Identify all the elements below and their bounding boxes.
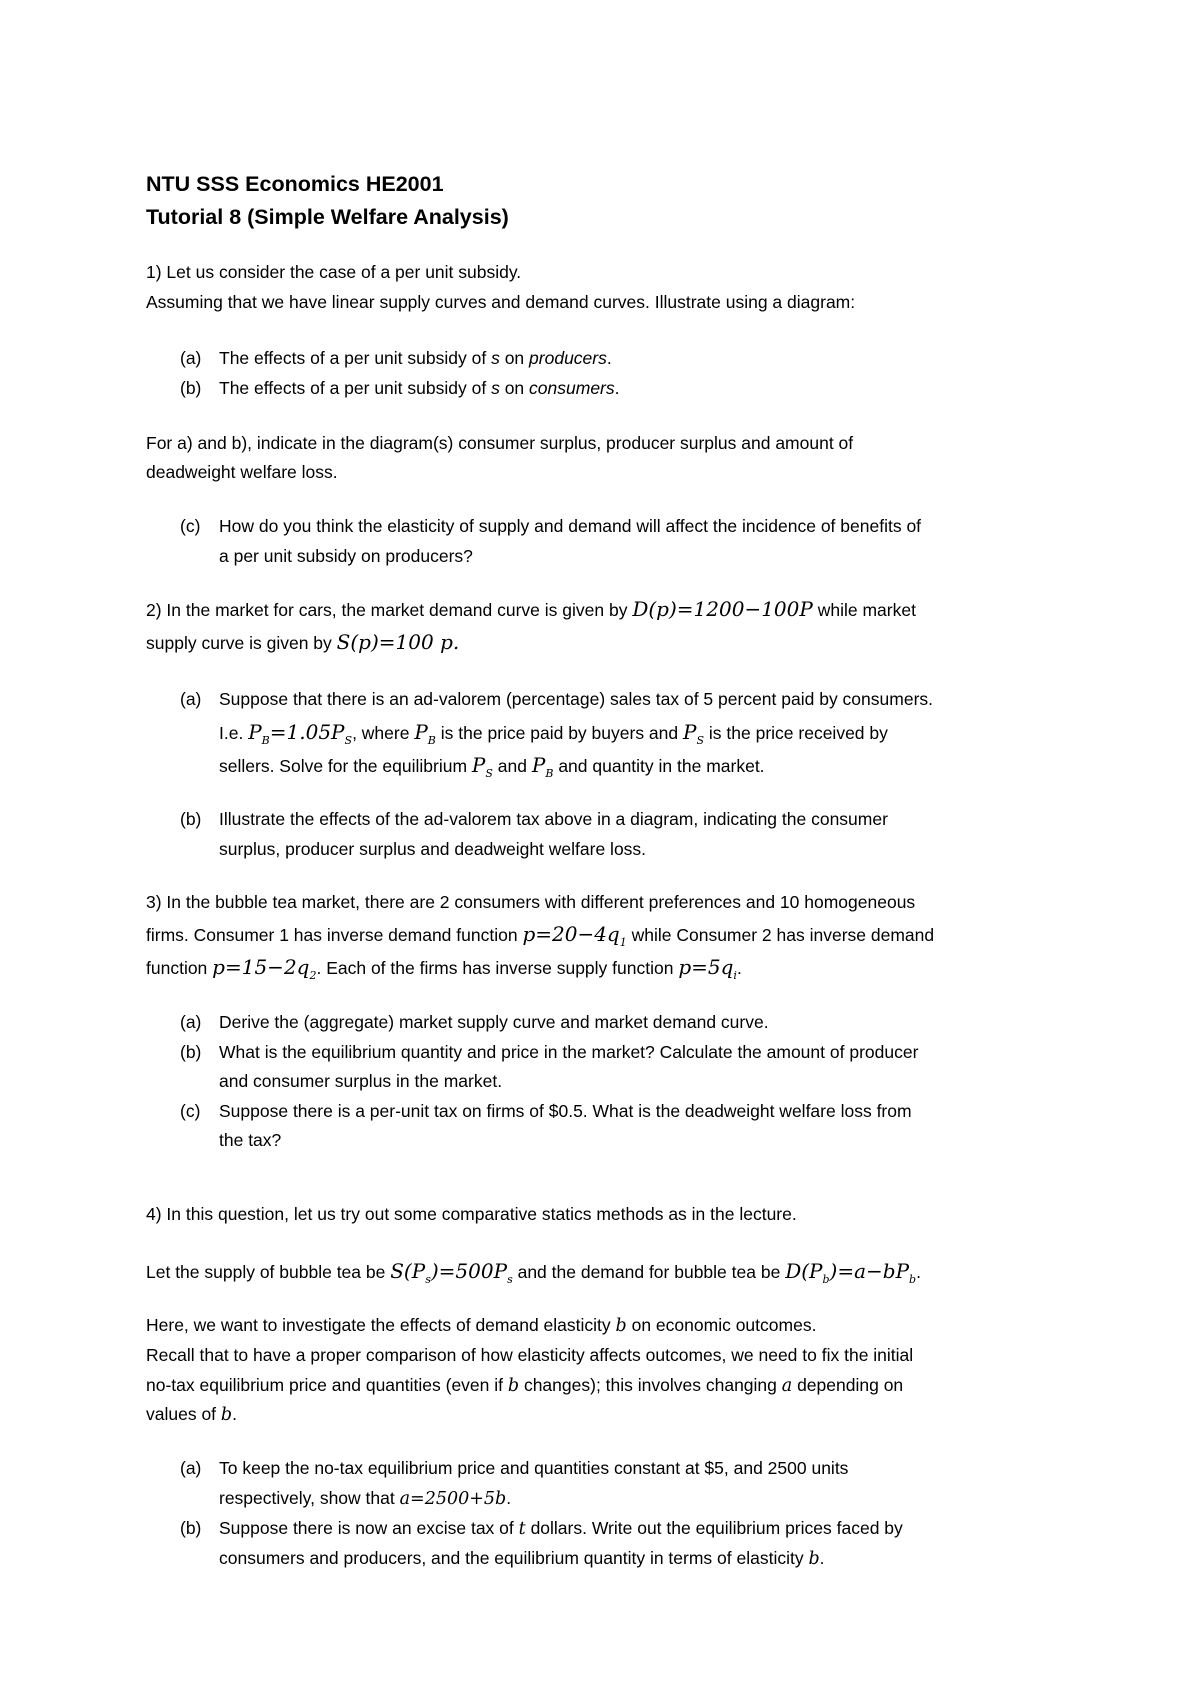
- q2a-line3: sellers. Solve for the equilibrium $P_S$ and $P_B$ and quantity in the market.: [219, 753, 765, 780]
- document-subtitle: Tutorial 8 (Simple Welfare Analysis): [146, 205, 509, 229]
- q3c-label: (c): [180, 1101, 201, 1121]
- q4b-line1: Suppose there is now an excise tax of t dollars. Write out the equilibrium prices faced by: [219, 1518, 903, 1539]
- q4a-line1: To keep the no-tax equilibrium price and quantities constant at $5, and 2500 units: [219, 1458, 849, 1478]
- q4-line1: 4) In this question, let us try out some comparative statics methods as in the lecture.: [146, 1204, 797, 1224]
- q3-line1: 3) In the bubble tea market, there are 2 consumers with different preferences and 10 homogeneous: [146, 892, 916, 912]
- q1c-label: (c): [180, 516, 201, 536]
- q2-line2: supply curve is given by S(p)=100 p.: [146, 630, 460, 654]
- q4a-label: (a): [180, 1458, 202, 1478]
- q3c-line1: Suppose there is a per-unit tax on firms of $0.5. What is the deadweight welfare loss from: [219, 1101, 912, 1121]
- q3b-line1: What is the equilibrium quantity and price in the market? Calculate the amount of producer: [219, 1042, 919, 1062]
- q1c-line1: How do you think the elasticity of supply and demand will affect the incidence of benefits of: [219, 516, 922, 536]
- document-title: NTU SSS Economics HE2001: [146, 172, 444, 196]
- q1b-label: (b): [180, 378, 202, 398]
- q2b-line1: Illustrate the effects of the ad-valorem tax above in a diagram, indicating the consumer: [219, 809, 888, 829]
- q3a-text: Derive the (aggregate) market supply curve and market demand curve.: [219, 1012, 769, 1032]
- q1a-text: The effects of a per unit subsidy of s on producers.: [219, 348, 612, 368]
- q3c-line2: the tax?: [219, 1130, 282, 1150]
- q4-line3: Here, we want to investigate the effects of demand elasticity b on economic outcomes.: [146, 1315, 817, 1336]
- q4-line4: Recall that to have a proper comparison of how elasticity affects outcomes, we need to fix the initial: [146, 1345, 914, 1365]
- q2a-line2: I.e. $P_B=1.05P_S$, where $P_B$ is the price paid by buyers and $P_S$ is the price received by: [219, 720, 888, 747]
- q1b-text: The effects of a per unit subsidy of s on consumers.: [219, 378, 620, 398]
- q2a-line1: Suppose that there is an ad-valorem (percentage) sales tax of 5 percent paid by consumers.: [219, 689, 934, 709]
- q3-line2: firms. Consumer 1 has inverse demand function $p=20-4q_1$ while Consumer 2 has inverse demand: [146, 922, 935, 949]
- q3a-label: (a): [180, 1012, 202, 1032]
- q1-note-line2: deadweight welfare loss.: [146, 462, 338, 482]
- q1c-line2: a per unit subsidy on producers?: [219, 546, 473, 566]
- q4a-equation: a=2500+5b: [399, 1489, 507, 1509]
- q2b-label: (b): [180, 809, 202, 829]
- q3b-label: (b): [180, 1042, 202, 1062]
- q2a-label: (a): [180, 689, 202, 709]
- q2-demand-equation: D(p)=1200−100P: [632, 597, 813, 621]
- q1a-label: (a): [180, 348, 202, 368]
- q3-line3: function $p=15-2q_2$. Each of the firms has inverse supply function $p=5q_i$.: [146, 955, 742, 982]
- q4-line5: no-tax equilibrium price and quantities (even if b changes); this involves changing a depending on: [146, 1375, 904, 1396]
- q4a-line2: respectively, show that a=2500+5b.: [219, 1488, 512, 1509]
- q4b-label: (b): [180, 1518, 202, 1538]
- q1-note-line1: For a) and b), indicate in the diagram(s) consumer surplus, producer surplus and amount of: [146, 433, 854, 453]
- q2-line1: 2) In the market for cars, the market demand curve is given by D(p)=1200−100P while market: [146, 597, 916, 621]
- q4-line6: values of b.: [146, 1404, 237, 1425]
- q2b-line2: surplus, producer surplus and deadweight welfare loss.: [219, 839, 647, 859]
- q1-intro-line2: Assuming that we have linear supply curves and demand curves. Illustrate using a diagram:: [146, 292, 856, 312]
- q3b-line2: and consumer surplus in the market.: [219, 1071, 503, 1091]
- q2-supply-equation: S(p)=100 p.: [336, 630, 460, 654]
- q4-line2: Let the supply of bubble tea be $S(P_s)=500P_s$ and the demand for bubble tea be $D(P_b)=a-bP_b$.: [146, 1259, 921, 1286]
- q4b-line2: consumers and producers, and the equilibrium quantity in terms of elasticity b.: [219, 1548, 825, 1569]
- q1-intro-line1: 1) Let us consider the case of a per unit subsidy.: [146, 262, 522, 282]
